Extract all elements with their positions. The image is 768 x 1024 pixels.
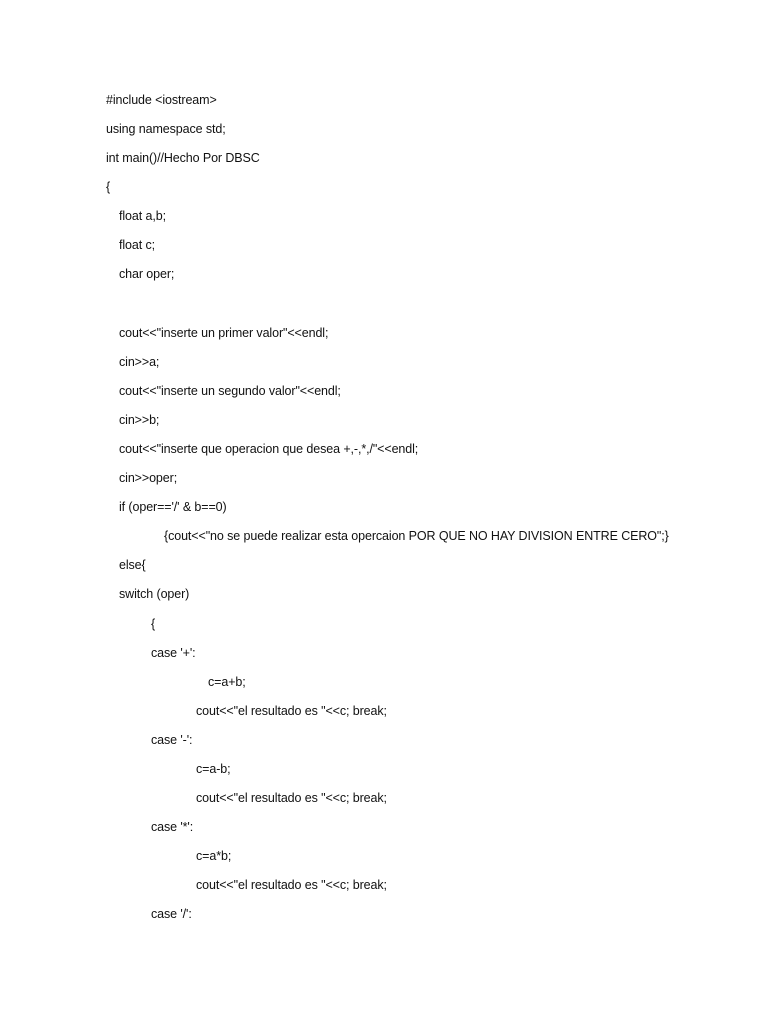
code-line-case-plus: case '+': [151, 646, 196, 660]
code-line-char-oper: char oper; [119, 267, 175, 281]
code-line-cout-result-sum: cout<<"el resultado es "<<c; break; [196, 704, 387, 718]
code-line-subtract: c=a-b; [196, 762, 231, 776]
code-line-cout-first: cout<<"inserte un primer valor"<<endl; [119, 326, 329, 340]
code-line-cin-b: cin>>b; [119, 413, 160, 427]
code-line-cin-oper: cin>>oper; [119, 471, 178, 485]
code-line-division-error: {cout<<"no se puede realizar esta opercaion POR QUE NO HAY DIVISION ENTRE CERO";} [164, 529, 669, 543]
code-line-case-minus: case '-': [151, 733, 193, 747]
code-line-if: if (oper=='/' & b==0) [119, 500, 227, 514]
code-line-switch-brace: { [151, 617, 156, 631]
code-line-float-c: float c; [119, 238, 156, 252]
code-line-main: int main()//Hecho Por DBSC [106, 151, 260, 165]
code-line-float-ab: float a,b; [119, 209, 166, 223]
code-line-cout-operation: cout<<"inserte que operacion que desea +,-,*,/"<<endl; [119, 442, 419, 456]
code-line-cout-second: cout<<"inserte un segundo valor"<<endl; [119, 384, 341, 398]
code-line-case-divide: case '/': [151, 907, 192, 921]
code-line-multiply: c=a*b; [196, 849, 232, 863]
code-line-namespace: using namespace std; [106, 122, 226, 136]
code-line-switch: switch (oper) [119, 587, 190, 601]
code-line-cout-result-multiply: cout<<"el resultado es "<<c; break; [196, 878, 387, 892]
code-line-sum: c=a+b; [208, 675, 246, 689]
code-line-cin-a: cin>>a; [119, 355, 160, 369]
code-line-else: else{ [119, 558, 146, 572]
code-line-include: #include <iostream> [106, 93, 217, 107]
code-line-cout-result-subtract: cout<<"el resultado es "<<c; break; [196, 791, 387, 805]
code-line-case-multiply: case '*': [151, 820, 194, 834]
code-line-open-brace: { [106, 180, 111, 194]
